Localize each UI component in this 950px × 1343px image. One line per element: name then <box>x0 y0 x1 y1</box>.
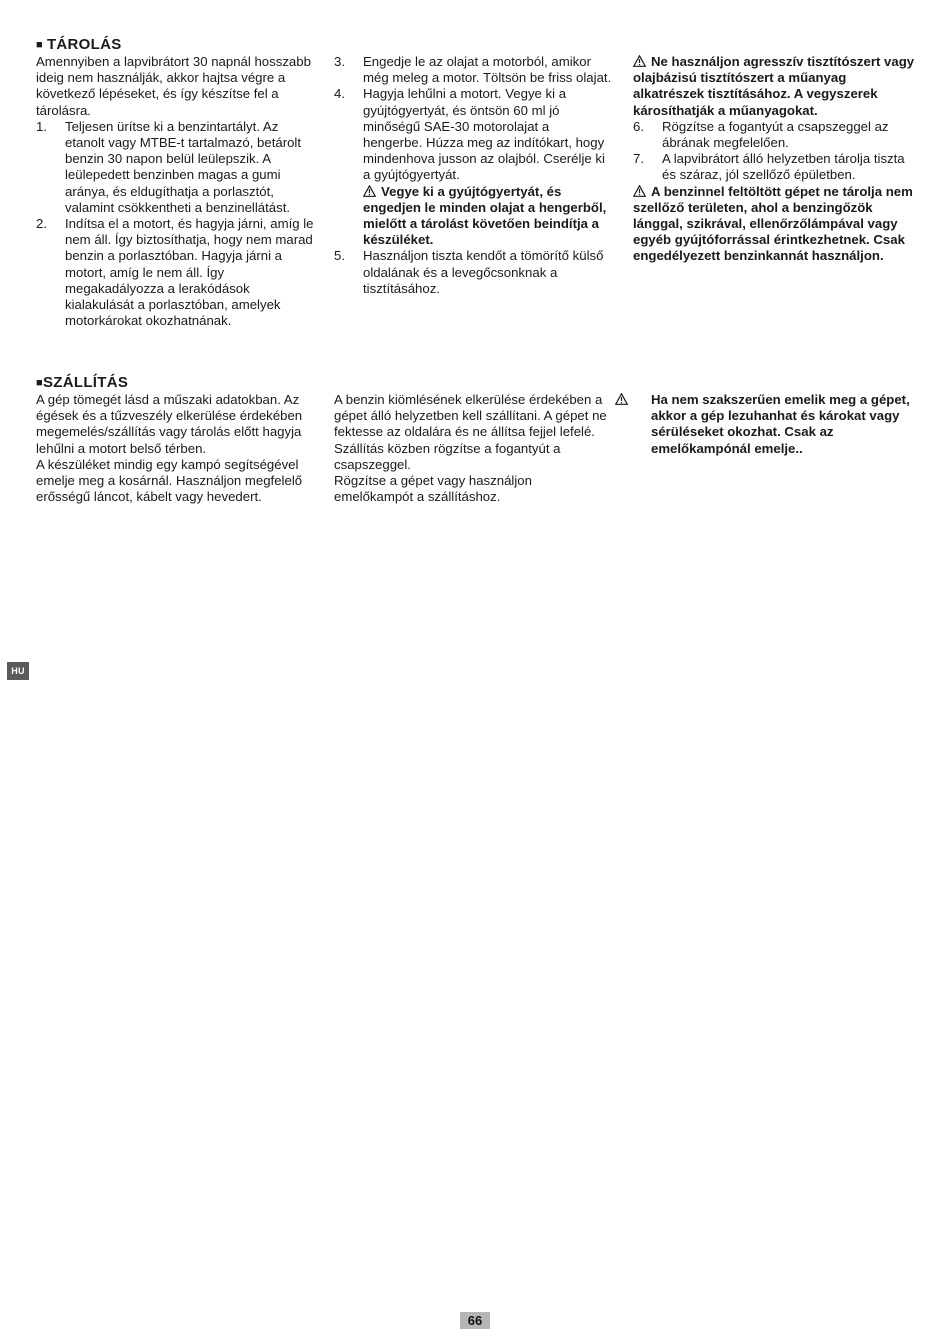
storage-col-1 <box>36 36 314 329</box>
square-bullet-icon: ■ <box>36 39 43 51</box>
transport-col-2 <box>334 392 612 505</box>
list-item: 4. Hagyja lehűlni a motort. Vegye ki a gyújtógyertyát, és öntsön 60 ml jó minőségű SAE-30 motorolajat a hengerbe. Húzza meg az indítókart, hogy mindenhova jusson az olajból. Cserélje ki a gyújtógyertyát. <box>334 86 605 183</box>
warning-lifting: Ha nem szakszerűen emelik meg a gépet, akkor a gép lezuhanhat és károkat vagy sérüléseket okozhat. Csak az emelőkampónál emelje.. <box>633 392 915 457</box>
storage-steps-c <box>334 248 612 297</box>
transport-paragraph: A készüléket mindig egy kampó segítségével emelje meg a kosárnál. Használjon megfelelő erősségű láncot, kábelt vagy hevedert. <box>36 456 303 505</box>
storage-intro: Amennyiben a lapvibrátort 30 napnál hosszabb ideig nem használják, akkor hajtsa végre a következő lépéseket, és így készítse fel a tárolásra. <box>36 54 311 118</box>
transport-title: SZÁLLÍTÁS <box>42 374 129 391</box>
list-item: 1. Teljesen ürítse ki a benzintartályt. Az etanolt vagy MTBE-t tartalmazó, betárolt benzin 30 napon belül leülepszik. A leülepedett benzinben magas a gumi aránya, és eldugíthatja a porlasztót, valamint csökkentheti a benzinellátást. <box>36 118 302 215</box>
square-bullet-icon: ■ <box>36 377 43 389</box>
list-item: 7. A lapvibrátort álló helyzetben tárolja tiszta és száraz, jól szellőző épületben. <box>633 151 905 183</box>
storage-col-3 <box>633 54 915 265</box>
storage-steps-a <box>36 119 314 330</box>
transport-col-1 <box>36 374 314 505</box>
list-item: 5. Használjon tiszta kendőt a tömörítő külső oldalának és a levegőcsonknak a tisztításához. <box>334 248 604 296</box>
storage-steps-d <box>633 119 915 184</box>
list-item: 6. Rögzítse a fogantyút a csapszeggel az ábrának megfelelően. <box>633 118 889 151</box>
list-item: 3. Engedje le az olajat a motorból, amikor még meleg a motor. Töltsön be friss olajat. <box>334 54 612 86</box>
list-item: 2. Indítsa el a motort, és hagyja járni, amíg le nem áll. Így biztosíthatja, hogy nem marad benzin a porlasztóban. Hagyja járni a motort, amíg le nem áll. Így megakadályozza a lerakódások kialakulását a porlasztóban, amelyek motorkárokat okozhatnának. <box>36 216 314 329</box>
transport-paragraph: A benzin kiömlésének elkerülése érdekében a gépet álló helyzetben kell szállítani. A gépet ne fektesse az oldalára és ne állítsa fejjel lefelé. Szállítás közben rögzítse a fogantyút a csapszeggel. <box>334 392 607 472</box>
transport-paragraph: A gép tömegét lásd a műszaki adatokban. Az égések és a tűzveszély elkerülése érdekében megemelés/szállítás vagy tárolás előtt hagyja lehűlni a motort belső térben. <box>36 392 303 456</box>
warning-triangle-icon <box>363 184 376 200</box>
page-number: 66 <box>460 1312 490 1329</box>
transport-heading <box>36 374 314 392</box>
warning-fuel-storage: A benzinnel feltöltött gépet ne tárolja nem szellőző területen, ahol a benzingőzök lánggal, szikrával, ellenőrzőlámpával vagy egyéb gyújtóforrással érintkezhetnek. Csak engedélyezett benzinkannát használjon. <box>633 183 913 264</box>
warning-triangle-icon <box>633 184 646 200</box>
storage-heading <box>36 36 314 54</box>
language-tab: HU <box>7 662 29 680</box>
warning-triangle-icon <box>633 392 646 408</box>
storage-steps-b <box>334 54 612 184</box>
storage-title: TÁROLÁS <box>46 36 122 53</box>
warning-spark-plug: Vegye ki a gyújtógyertyát, és engedjen le minden olajat a hengerből, mielőtt a tárolást követően beindítja a készüléket. <box>363 183 607 248</box>
warning-cleaning-agents: Ne használjon agresszív tisztítószert vagy olajbázisú tisztítószert a műanyag alkatrészek tisztításához. A vegyszerek károsíthatják a műanyagokat. <box>633 54 915 118</box>
transport-paragraph: Rögzítse a gépet vagy használjon emelőkampót a szállításhoz. <box>334 473 532 505</box>
storage-col-2 <box>334 54 612 297</box>
transport-col-3 <box>633 392 915 457</box>
warning-triangle-icon <box>633 54 646 70</box>
